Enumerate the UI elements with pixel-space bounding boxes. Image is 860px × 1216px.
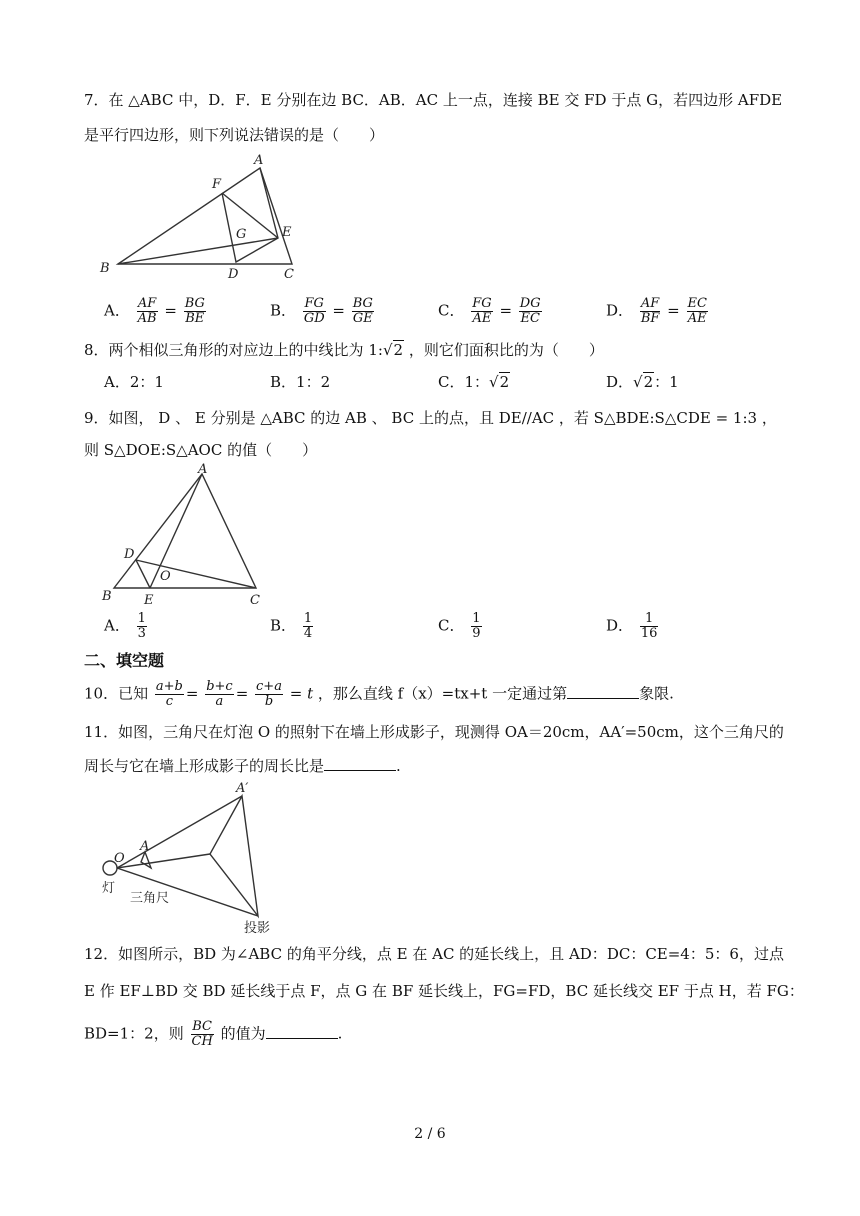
q7-line1: 7．在 △ABC 中，D．F．E 分别在边 BC．AB．AC 上一点，连接 BE 交 FD 于点 G，若四边形 AFDE (84, 91, 783, 109)
section-heading-fill-in: 二、填空题 (84, 651, 165, 670)
q7-label-c: C (284, 267, 294, 280)
q7-option-d[interactable]: D． $\frac{AF}{BF}$ = $\frac{EC}{AE}$ (606, 296, 707, 326)
page-number: 2 / 6 (414, 1126, 446, 1142)
q7-line2: 是平行四边形，则下列说法错误的是（ ） (84, 126, 385, 144)
q7-label-a: A (254, 153, 264, 168)
q9-line1: 9．如图， D 、 E 分别是 △ABC 的边 AB 、 BC 上的点，且 DE//AC ，若 S△BDE:S△CDE = 1:3 ， (84, 409, 777, 427)
q8-option-d[interactable]: D．√2：1 (606, 373, 679, 391)
q9-label-c: C (250, 593, 260, 608)
q9-option-b[interactable]: B． $\frac{1}{4}$ (270, 611, 313, 641)
q8-ratio-pre: 1: (368, 341, 383, 359)
q7-label-g: G (236, 227, 247, 242)
q12-line3: BD=1：2，则 $\frac{BC}{CH}$ 的值为 . (84, 1019, 343, 1049)
q9-label-d: D (124, 547, 135, 562)
q9-option-a[interactable]: A． $\frac{1}{3}$ (104, 611, 146, 641)
q7-figure (96, 150, 316, 280)
q7-option-a[interactable]: A． $\frac{AF}{AB}$ = $\frac{BG}{BE}$ (104, 296, 205, 326)
q9-option-c[interactable]: C． $\frac{1}{9}$ (438, 611, 481, 641)
q12-line1: 12．如图所示，BD 为∠ABC 的角平分线，点 E 在 AC 的延长线上，且 AD：DC：CE=4：5：6，过点 (84, 945, 784, 963)
q8-ratio-rad: 2 (393, 341, 404, 359)
q9-label-a: A (198, 462, 208, 477)
q11-figure (96, 780, 296, 936)
q10-answer-blank[interactable] (567, 684, 639, 699)
q11-label-o: O (114, 851, 125, 866)
q9-option-d[interactable]: D． $\frac{1}{16}$ (606, 611, 658, 641)
q7-option-b[interactable]: B． $\frac{FG}{GD}$ = $\frac{BG}{GE}$ (270, 296, 373, 326)
q11-line2: 周长与它在墙上形成影子的周长比是 . (84, 757, 401, 775)
q11-label-ruler: 三角尺 (130, 891, 170, 906)
q11-label-shadow: 投影 (244, 921, 271, 936)
q9-figure (98, 460, 278, 608)
q9-label-e: E (144, 593, 154, 608)
q7-label-e: E (282, 225, 292, 240)
q7-label-b: B (100, 261, 110, 276)
q10-line: 10．已知 $\frac{a+b}{c}$ = $\frac{b+c}{a}$ = $\frac{c+a}{b}$ = t ，那么直线 f（x）=tx+t 一定通过第 象限. (84, 679, 674, 709)
q8-text-b: ，则它们面积比的为（ ） (408, 341, 604, 359)
q12-answer-blank[interactable] (266, 1024, 338, 1039)
q9-label-o: O (160, 569, 171, 584)
q8-line: 8．两个相似三角形的对应边上的中线比为 1:√2 ，则它们面积比的为（ ） (84, 341, 604, 359)
q9-line2: 则 S△DOE:S△AOC 的值（ ） (84, 441, 318, 459)
q12-line2: E 作 EF⊥BD 交 BD 延长线于点 F，点 G 在 BF 延长线上，FG=FD，BC 延长线交 EF 于点 H，若 FG： (84, 982, 804, 1000)
q8-text-a: 8．两个相似三角形的对应边上的中线比为 (84, 341, 364, 359)
q8-option-a[interactable]: A．2：1 (104, 373, 164, 391)
q7-label-d: D (228, 267, 239, 280)
q11-answer-blank[interactable] (324, 756, 396, 771)
q11-label-a: A (140, 839, 150, 854)
q7-option-c[interactable]: C． $\frac{FG}{AE}$ = $\frac{DG}{EC}$ (438, 296, 541, 326)
q11-label-a-prime: A′ (236, 781, 249, 796)
q8-option-c[interactable]: C．1：√2 (438, 373, 510, 391)
q11-label-lamp: 灯 (102, 881, 116, 896)
q11-line1: 11．如图，三角尺在灯泡 O 的照射下在墙上形成影子，现测得 OA＝20cm，AA′=50cm，这个三角尺的 (84, 723, 784, 741)
q9-label-b: B (102, 589, 112, 604)
q8-option-b[interactable]: B．1：2 (270, 373, 331, 391)
q7-label-f: F (212, 177, 222, 192)
